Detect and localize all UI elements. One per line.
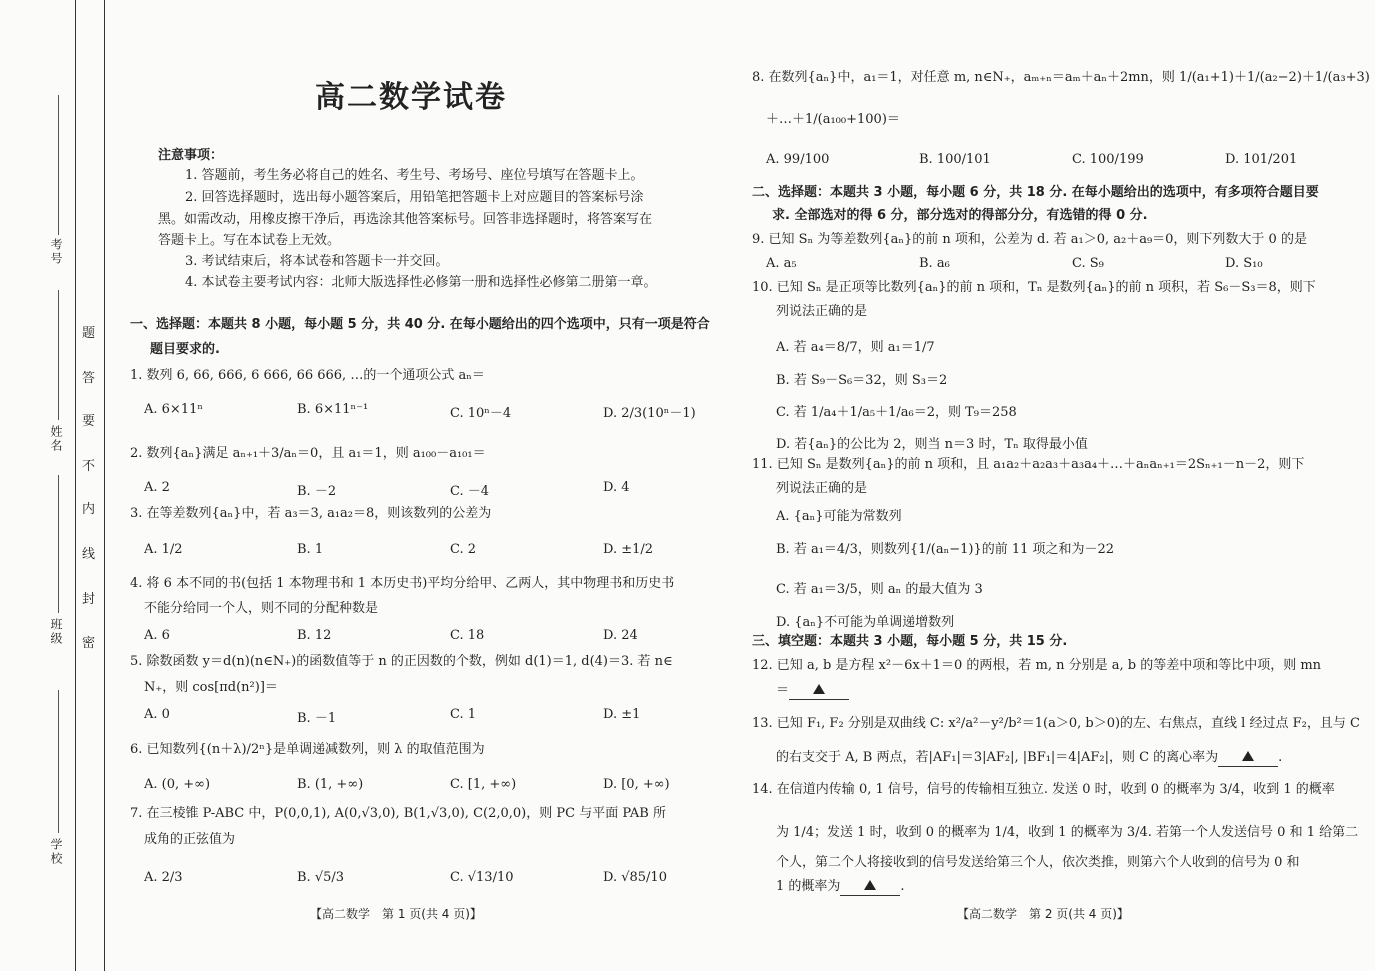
seal-char: 要 xyxy=(82,414,96,429)
page-title: 高二数学试卷 xyxy=(315,80,507,115)
answer-blank xyxy=(789,683,849,700)
triangle-icon xyxy=(1242,751,1254,761)
page-footer: 【高二数学 第 1 页(共 4 页)】 xyxy=(310,907,482,921)
question-stem: 14. 在信道内传输 0, 1 信号，信号的传输相互独立. 发送 0 时，收到 0 的概率为 3/4，收到 1 的概率 xyxy=(752,782,1335,797)
option: D. 24 xyxy=(603,628,638,643)
option: D. S₁₀ xyxy=(1225,256,1263,271)
option: A. 1/2 xyxy=(144,542,183,557)
period: . xyxy=(1278,750,1283,765)
option: B. a₆ xyxy=(919,256,950,271)
option: D. ±1/2 xyxy=(603,542,654,557)
xingming-blank xyxy=(58,290,59,420)
notice-heading: 注意事项： xyxy=(158,148,224,163)
question-stem: 1. 数列 6, 66, 666, 6 666, 66 666, …的一个通项公式 aₙ＝ xyxy=(130,368,485,383)
option: B. 6×11ⁿ⁻¹ xyxy=(297,402,369,417)
option: C. 若 1/a₄＋1/a₅＋1/a₆＝2，则 T₉＝258 xyxy=(776,405,1017,420)
option: C. 2 xyxy=(450,542,477,557)
option: B. 1 xyxy=(297,542,324,557)
option: B. 12 xyxy=(297,628,332,643)
question-text: 的右支交于 A, B 两点，若|AF₁|＝3|AF₂|, |BF₁|＝4|AF₂|，则 C 的离心率为 xyxy=(776,750,1219,765)
option: D. 4 xyxy=(603,480,630,495)
section2-heading-cont: 求. 全部选对的得 6 分，部分选对的得部分分，有选错的得 0 分. xyxy=(772,208,1148,223)
question-stem: 9. 已知 Sₙ 为等差数列{aₙ}的前 n 项和，公差为 d. 若 a₁＞0, a₂＋a₉＝0，则下列数大于 0 的是 xyxy=(752,232,1307,247)
seal-char: 题 xyxy=(82,326,96,341)
triangle-icon xyxy=(813,684,825,694)
label-xingming: 姓名 xyxy=(49,425,63,453)
option: B. 100/101 xyxy=(919,152,991,167)
question-stem: 8. 在数列{aₙ}中，a₁＝1，对任意 m, n∈N₊，aₘ₊ₙ＝aₘ＋aₙ＋2mn，则 1/(a₁+1)＋1/(a₂−2)＋1/(a₃+3) xyxy=(752,70,1370,85)
option: A. 99/100 xyxy=(766,152,830,167)
question-stem-cont xyxy=(776,683,849,700)
option: A. {aₙ}可能为常数列 xyxy=(776,509,902,524)
option: B. (1, +∞) xyxy=(297,777,364,792)
question-stem-cont: N₊，则 cos[πd(n²)]＝ xyxy=(144,680,278,695)
option: A. 6×11ⁿ xyxy=(144,402,203,417)
option: D. √85/10 xyxy=(603,870,667,885)
question-stem: 7. 在三棱锥 P-ABC 中，P(0,0,1), A(0,√3,0), B(1,√3,0), C(2,0,0)，则 PC 与平面 PAB 所 xyxy=(130,806,666,821)
option: B. －1 xyxy=(297,711,337,726)
option: A. 0 xyxy=(144,707,170,722)
seal-char: 线 xyxy=(82,547,96,562)
question-stem: 4. 将 6 本不同的书(包括 1 本物理书和 1 本历史书)平均分给甲、乙两人，其中物理书和历史书 xyxy=(130,576,675,591)
section1-heading-cont: 题目要求的. xyxy=(150,342,220,357)
seal-char: 不 xyxy=(82,459,96,474)
question-stem: 6. 已知数列{(n＋λ)/2ⁿ}是单调递减数列，则 λ 的取值范围为 xyxy=(130,742,485,757)
section3-heading: 三、填空题：本题共 3 小题，每小题 5 分，共 15 分. xyxy=(752,634,1068,649)
label-banji: 班级 xyxy=(49,618,63,646)
binding-sidebar xyxy=(0,0,105,971)
seal-char: 密 xyxy=(82,636,96,651)
seal-char: 封 xyxy=(82,592,96,607)
question-stem-cont: 成角的正弦值为 xyxy=(144,832,236,847)
option: D. [0, +∞) xyxy=(603,777,670,792)
notice-line: 2. 回答选择题时，选出每小题答案后，用铅笔把答题卡上对应题目的答案标号涂 xyxy=(185,190,644,205)
notice-line: 答题卡上。写在本试卷上无效。 xyxy=(158,233,341,248)
right-column xyxy=(752,0,1370,971)
option: A. 6 xyxy=(144,628,170,643)
xuexiao-blank xyxy=(58,690,59,833)
question-stem-cont: 个人，第二个人将接收到的信号发送给第三个人，依次类推，则第六个人收到的信号为 0 和 xyxy=(776,855,1300,870)
option: C. 10ⁿ－4 xyxy=(450,406,512,421)
page-footer: 【高二数学 第 2 页(共 4 页)】 xyxy=(957,907,1129,921)
question-stem: 13. 已知 F₁, F₂ 分别是双曲线 C: x²/a²－y²/b²＝1(a＞0, b＞0)的左、右焦点，直线 l 经过点 F₂，且与 C xyxy=(752,716,1360,731)
banji-blank xyxy=(58,475,59,613)
label-kaohao: 考号 xyxy=(49,238,63,266)
option: D. {aₙ}不可能为单调递增数列 xyxy=(776,615,955,630)
question-stem-cont: 为 1/4；发送 1 时，收到 0 的概率为 1/4，收到 1 的概率为 3/4. 若第一个人发送信号 0 和 1 给第二 xyxy=(776,825,1359,840)
question-stem: 11. 已知 Sₙ 是数列{aₙ}的前 n 项和，且 a₁a₂＋a₂a₃＋a₃a₄＋…＋aₙaₙ₊₁＝2Sₙ₊₁－n－2，则下 xyxy=(752,457,1305,472)
notice-line: 黑。如需改动，用橡皮擦干净后，再选涂其他答案标号。回答非选择题时，将答案写在 xyxy=(158,212,653,227)
option: C. [1, +∞) xyxy=(450,777,517,792)
question-stem-cont: ＋…＋1/(a₁₀₀+100)＝ xyxy=(766,112,900,127)
kaohao-blank xyxy=(58,95,59,235)
question-stem: 3. 在等差数列{aₙ}中，若 a₃＝3, a₁a₂＝8，则该数列的公差为 xyxy=(130,506,492,521)
question-stem-cont xyxy=(776,750,1282,767)
notice-line: 1. 答题前，考生务必将自己的姓名、考生号、考场号、座位号填写在答题卡上。 xyxy=(185,168,644,183)
answer-blank xyxy=(840,879,900,896)
notice-line: 3. 考试结束后，将本试卷和答题卡一并交回。 xyxy=(185,254,449,269)
option: D. 2/3(10ⁿ－1) xyxy=(603,406,696,421)
option: C. 1 xyxy=(450,707,477,722)
option: A. a₅ xyxy=(766,256,797,271)
option: B. 若 a₁＝4/3，则数列{1/(aₙ−1)}的前 11 项之和为－22 xyxy=(776,542,1115,557)
question-stem: 2. 数列{aₙ}满足 aₙ₊₁＋3/aₙ＝0，且 a₁＝1，则 a₁₀₀－a₁₀₁＝ xyxy=(130,446,486,461)
question-stem-cont: 列说法正确的是 xyxy=(776,481,868,496)
triangle-icon xyxy=(864,880,876,890)
seal-char: 内 xyxy=(82,502,96,517)
option: A. (0, +∞) xyxy=(144,777,211,792)
option: A. 2/3 xyxy=(144,870,183,885)
option: C. －4 xyxy=(450,484,490,499)
answer-blank xyxy=(1218,750,1278,767)
question-text: 1 的概率为 xyxy=(776,879,841,894)
option: B. －2 xyxy=(297,484,337,499)
question-stem: 5. 除数函数 y＝d(n)(n∈N₊)的函数值等于 n 的正因数的个数，例如 d(1)＝1, d(4)＝3. 若 n∈ xyxy=(130,654,673,669)
seal-line xyxy=(75,0,76,971)
section1-heading: 一、选择题：本题共 8 小题，每小题 5 分，共 40 分. 在每小题给出的四个选项中，只有一项是符合 xyxy=(130,317,710,332)
period: . xyxy=(900,879,905,894)
question-stem: 12. 已知 a, b 是方程 x²－6x＋1＝0 的两根，若 m, n 分别是 a, b 的等差中项和等比中项，则 mn xyxy=(752,658,1322,673)
equals-sign: ＝ xyxy=(776,683,790,698)
question-stem: 10. 已知 Sₙ 是正项等比数列{aₙ}的前 n 项和，Tₙ 是数列{aₙ}的前 n 项积，若 S₆－S₃＝8，则下 xyxy=(752,280,1316,295)
option: C. 若 a₁＝3/5，则 aₙ 的最大值为 3 xyxy=(776,582,983,597)
option: B. √5/3 xyxy=(297,870,345,885)
question-stem-cont: 列说法正确的是 xyxy=(776,304,868,319)
option: C. 18 xyxy=(450,628,485,643)
notice-line: 4. 本试卷主要考试内容：北师大版选择性必修第一册和选择性必修第二册第一章。 xyxy=(185,275,657,290)
option: C. 100/199 xyxy=(1072,152,1144,167)
left-column xyxy=(130,0,710,971)
seal-line-inner xyxy=(104,0,105,971)
option: D. ±1 xyxy=(603,707,641,722)
option: B. 若 S₉－S₆＝32，则 S₃＝2 xyxy=(776,373,948,388)
option: D. 若{aₙ}的公比为 2，则当 n＝3 时，Tₙ 取得最小值 xyxy=(776,437,1088,452)
option: C. √13/10 xyxy=(450,870,514,885)
question-stem-cont: 不能分给同一个人，则不同的分配种数是 xyxy=(144,601,379,616)
option: C. S₉ xyxy=(1072,256,1104,271)
option: D. 101/201 xyxy=(1225,152,1298,167)
section2-heading: 二、选择题：本题共 3 小题，每小题 6 分，共 18 分. 在每小题给出的选项中，有多项符合题目要 xyxy=(752,185,1319,200)
option: A. 2 xyxy=(144,480,170,495)
label-xuexiao: 学校 xyxy=(49,838,63,866)
option: A. 若 a₄＝8/7，则 a₁＝1/7 xyxy=(776,340,935,355)
question-stem-cont xyxy=(776,879,905,896)
seal-char: 答 xyxy=(82,371,96,386)
